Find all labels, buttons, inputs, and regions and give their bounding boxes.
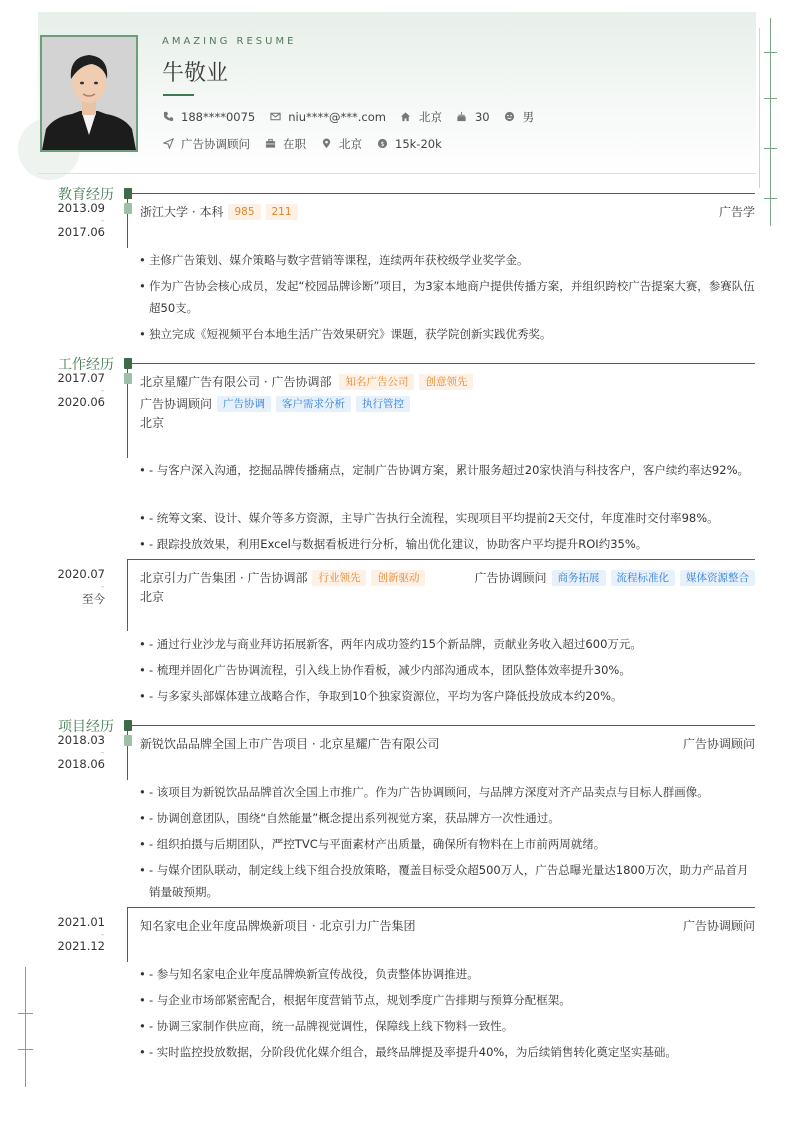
project-role: 广告协调顾问 bbox=[682, 919, 755, 933]
timeline-line bbox=[127, 907, 128, 962]
work-bullet: • - 与客户深入沟通，挖掘品牌传播痛点，定制广告协调方案，累计服务超过20家快消与科技客户，客户续约率达92%。 bbox=[139, 459, 755, 481]
entry-divider bbox=[128, 559, 755, 560]
profile-photo bbox=[40, 35, 138, 152]
entry-divider bbox=[128, 907, 755, 908]
role-tag: 执行管控 bbox=[356, 396, 410, 412]
education-bullet: • 独立完成《短视频平台本地生活广告效果研究》课题，获学院创新实践优秀奖。 bbox=[139, 323, 755, 345]
name-underline bbox=[163, 94, 194, 96]
money-icon bbox=[376, 138, 388, 150]
role-tag: 流程标准化 bbox=[611, 570, 676, 586]
work-bullet: • - 通过行业沙龙与商业拜访拓展新客，两年内成功签约15个新品牌，贡献业务收入超过600万元。 bbox=[139, 633, 755, 655]
target-city-text: 北京 bbox=[339, 137, 362, 151]
section-marker bbox=[124, 720, 132, 731]
project-bullet: • - 该项目为新锐饮品品牌首次全国上市推广。作为广告协调顾问，与品牌方深度对齐产品卖点与目标人群画像。 bbox=[139, 781, 755, 803]
project-bullet: • - 实时监控投放数据，分阶段优化媒介组合，最终品牌提及率提升40%，为后续销售转化奠定坚实基础。 bbox=[139, 1041, 755, 1063]
contact-row bbox=[162, 109, 548, 125]
timeline-line bbox=[127, 193, 128, 248]
project-title: 新锐饮品品牌全国上市广告项目 · 北京星耀广告有限公司 bbox=[140, 737, 440, 751]
school-tag: 985 bbox=[228, 204, 260, 220]
gender-item bbox=[504, 109, 535, 125]
work-bullet: • - 跟踪投放效果，利用Excel与数据看板进行分析，输出优化建议，协助客户平均提升ROI约35%。 bbox=[139, 533, 755, 555]
phone-item bbox=[162, 110, 255, 124]
status-item bbox=[264, 136, 306, 152]
project-title: 知名家电企业年度品牌焕新项目 · 北京引力广告集团 bbox=[140, 919, 416, 933]
location-item bbox=[400, 109, 442, 125]
date-dash: - bbox=[101, 386, 104, 395]
section-marker bbox=[124, 188, 132, 199]
education-bullet: • 作为广告协会核心成员，发起“校园品牌诊断”项目，为3家本地商户提供传播方案，并组织跨校广告提案大赛，参赛队伍超50支。 bbox=[139, 275, 755, 319]
svg-text:$: $ bbox=[379, 139, 385, 148]
timeline-marker bbox=[124, 203, 132, 214]
pin-icon bbox=[320, 138, 332, 150]
job-intent-row bbox=[162, 136, 456, 152]
section-divider bbox=[132, 725, 755, 726]
work-bullet: • - 统筹文案、设计、媒介等多方资源，主导广告执行全流程，实现项目平均提前2天交付，年度准时交付率98%。 bbox=[139, 507, 755, 529]
date-dash: - bbox=[101, 216, 104, 225]
salary-text: 15k-20k bbox=[395, 137, 442, 151]
company-name: 北京引力广告集团 · 广告协调部 bbox=[140, 571, 308, 585]
section-title-project: 项目经历 bbox=[58, 719, 114, 735]
age-text: 30 bbox=[474, 110, 490, 124]
work-end-date: 2020.06 bbox=[57, 395, 105, 409]
work-role-row bbox=[474, 569, 755, 586]
job-target-item bbox=[162, 136, 250, 152]
company-tag: 行业领先 bbox=[312, 570, 366, 586]
role-tag: 客户需求分析 bbox=[276, 396, 351, 412]
role-tag: 商务拓展 bbox=[552, 570, 606, 586]
target-city-item bbox=[320, 136, 362, 152]
section-title-education: 教育经历 bbox=[58, 187, 114, 203]
gender-icon bbox=[504, 111, 516, 123]
section-title-work: 工作经历 bbox=[58, 357, 114, 373]
timeline-marker bbox=[124, 735, 132, 746]
home-icon bbox=[400, 111, 412, 123]
decorative-right-line-light bbox=[759, 28, 760, 188]
email-item bbox=[269, 110, 386, 124]
header-divider bbox=[38, 173, 756, 174]
company-name: 北京星耀广告有限公司 · 广告协调部 bbox=[140, 375, 332, 389]
location-text: 北京 bbox=[418, 110, 442, 124]
role-tag: 媒体资源整合 bbox=[680, 570, 755, 586]
work-start-date: 2020.07 bbox=[57, 567, 105, 581]
project-bullet: • - 参与知名家电企业年度品牌焕新宣传战役，负责整体协调推进。 bbox=[139, 963, 755, 985]
job-target-text: 广告协调顾问 bbox=[181, 137, 250, 151]
phone-text: 188****0075 bbox=[181, 110, 256, 124]
resume-tagline: AMAZING RESUME bbox=[162, 36, 297, 47]
section-divider bbox=[132, 193, 755, 194]
company-tag: 知名广告公司 bbox=[339, 374, 414, 390]
work-start-date: 2017.07 bbox=[57, 371, 105, 385]
cake-icon bbox=[456, 111, 468, 123]
education-bullet: • 主修广告策划、媒介策略与数字营销等课程，连续两年获校级学业奖学金。 bbox=[139, 249, 755, 271]
education-end-date: 2017.06 bbox=[57, 225, 105, 239]
project-end-date: 2018.06 bbox=[57, 757, 105, 771]
salary-item bbox=[376, 137, 442, 151]
section-divider bbox=[132, 363, 755, 364]
timeline-line bbox=[127, 725, 128, 780]
status-text: 在职 bbox=[283, 137, 306, 151]
candidate-name: 牛敬业 bbox=[162, 61, 229, 86]
project-start-date: 2021.01 bbox=[57, 915, 105, 929]
project-end-date: 2021.12 bbox=[57, 939, 105, 953]
work-city: 北京 bbox=[140, 416, 165, 430]
work-bullet: • - 与多家头部媒体建立战略合作，争取到10个独家资源位，平均为客户降低投放成本约20%。 bbox=[139, 685, 755, 707]
work-bullet: • - 梳理并固化广告协调流程，引入线上协作看板，减少内部沟通成本，团队整体效率提升30%。 bbox=[139, 659, 755, 681]
age-item bbox=[456, 110, 490, 124]
role-tag: 广告协调 bbox=[217, 396, 271, 412]
date-dash: - bbox=[101, 930, 104, 939]
mail-icon bbox=[269, 111, 281, 123]
work-role-row bbox=[140, 395, 410, 412]
decorative-left-line bbox=[25, 967, 26, 1087]
project-start-date: 2018.03 bbox=[57, 733, 105, 747]
education-start-date: 2013.09 bbox=[57, 201, 105, 215]
education-school bbox=[140, 203, 298, 220]
education-major: 广告学 bbox=[718, 205, 755, 219]
gender-text: 男 bbox=[522, 110, 535, 124]
send-icon bbox=[162, 138, 174, 150]
email-text: niu****@***.com bbox=[288, 110, 386, 124]
section-marker bbox=[124, 358, 132, 369]
briefcase-icon bbox=[264, 138, 276, 150]
project-bullet: • - 与媒介团队联动，制定线上线下组合投放策略，覆盖目标受众超500万人，广告总曝光量达1800万次，助力产品首月销量破预期。 bbox=[139, 859, 755, 903]
phone-icon bbox=[162, 111, 174, 123]
work-city: 北京 bbox=[140, 590, 165, 604]
role-name: 广告协调顾问 bbox=[140, 397, 213, 411]
project-bullet: • - 组织拍摄与后期团队，严控TVC与平面素材产出质量，确保所有物料在上市前两周就绪。 bbox=[139, 833, 755, 855]
work-end-date: 至今 bbox=[82, 592, 105, 606]
company-tag: 创新驱动 bbox=[371, 570, 425, 586]
project-role: 广告协调顾问 bbox=[682, 737, 755, 751]
project-bullet: • - 协调三家制作供应商，统一品牌视觉调性，保障线上线下物料一致性。 bbox=[139, 1015, 755, 1037]
timeline-line bbox=[127, 559, 128, 631]
project-bullet: • - 与企业市场部紧密配合，根据年度营销节点，规划季度广告排期与预算分配框架。 bbox=[139, 989, 755, 1011]
role-name: 广告协调顾问 bbox=[474, 571, 547, 585]
school-name: 浙江大学 · 本科 bbox=[140, 205, 224, 219]
date-dash: - bbox=[101, 582, 104, 591]
project-bullet: • - 协调创意团队，围绕“自然能量”概念提出系列视觉方案，获品牌方一次性通过。 bbox=[139, 807, 755, 829]
timeline-marker bbox=[124, 373, 132, 384]
work-company bbox=[140, 373, 473, 390]
decorative-right-line bbox=[770, 18, 771, 226]
company-tag: 创意领先 bbox=[419, 374, 473, 390]
date-dash: - bbox=[101, 748, 104, 757]
work-company bbox=[140, 569, 425, 586]
school-tag: 211 bbox=[266, 204, 298, 220]
